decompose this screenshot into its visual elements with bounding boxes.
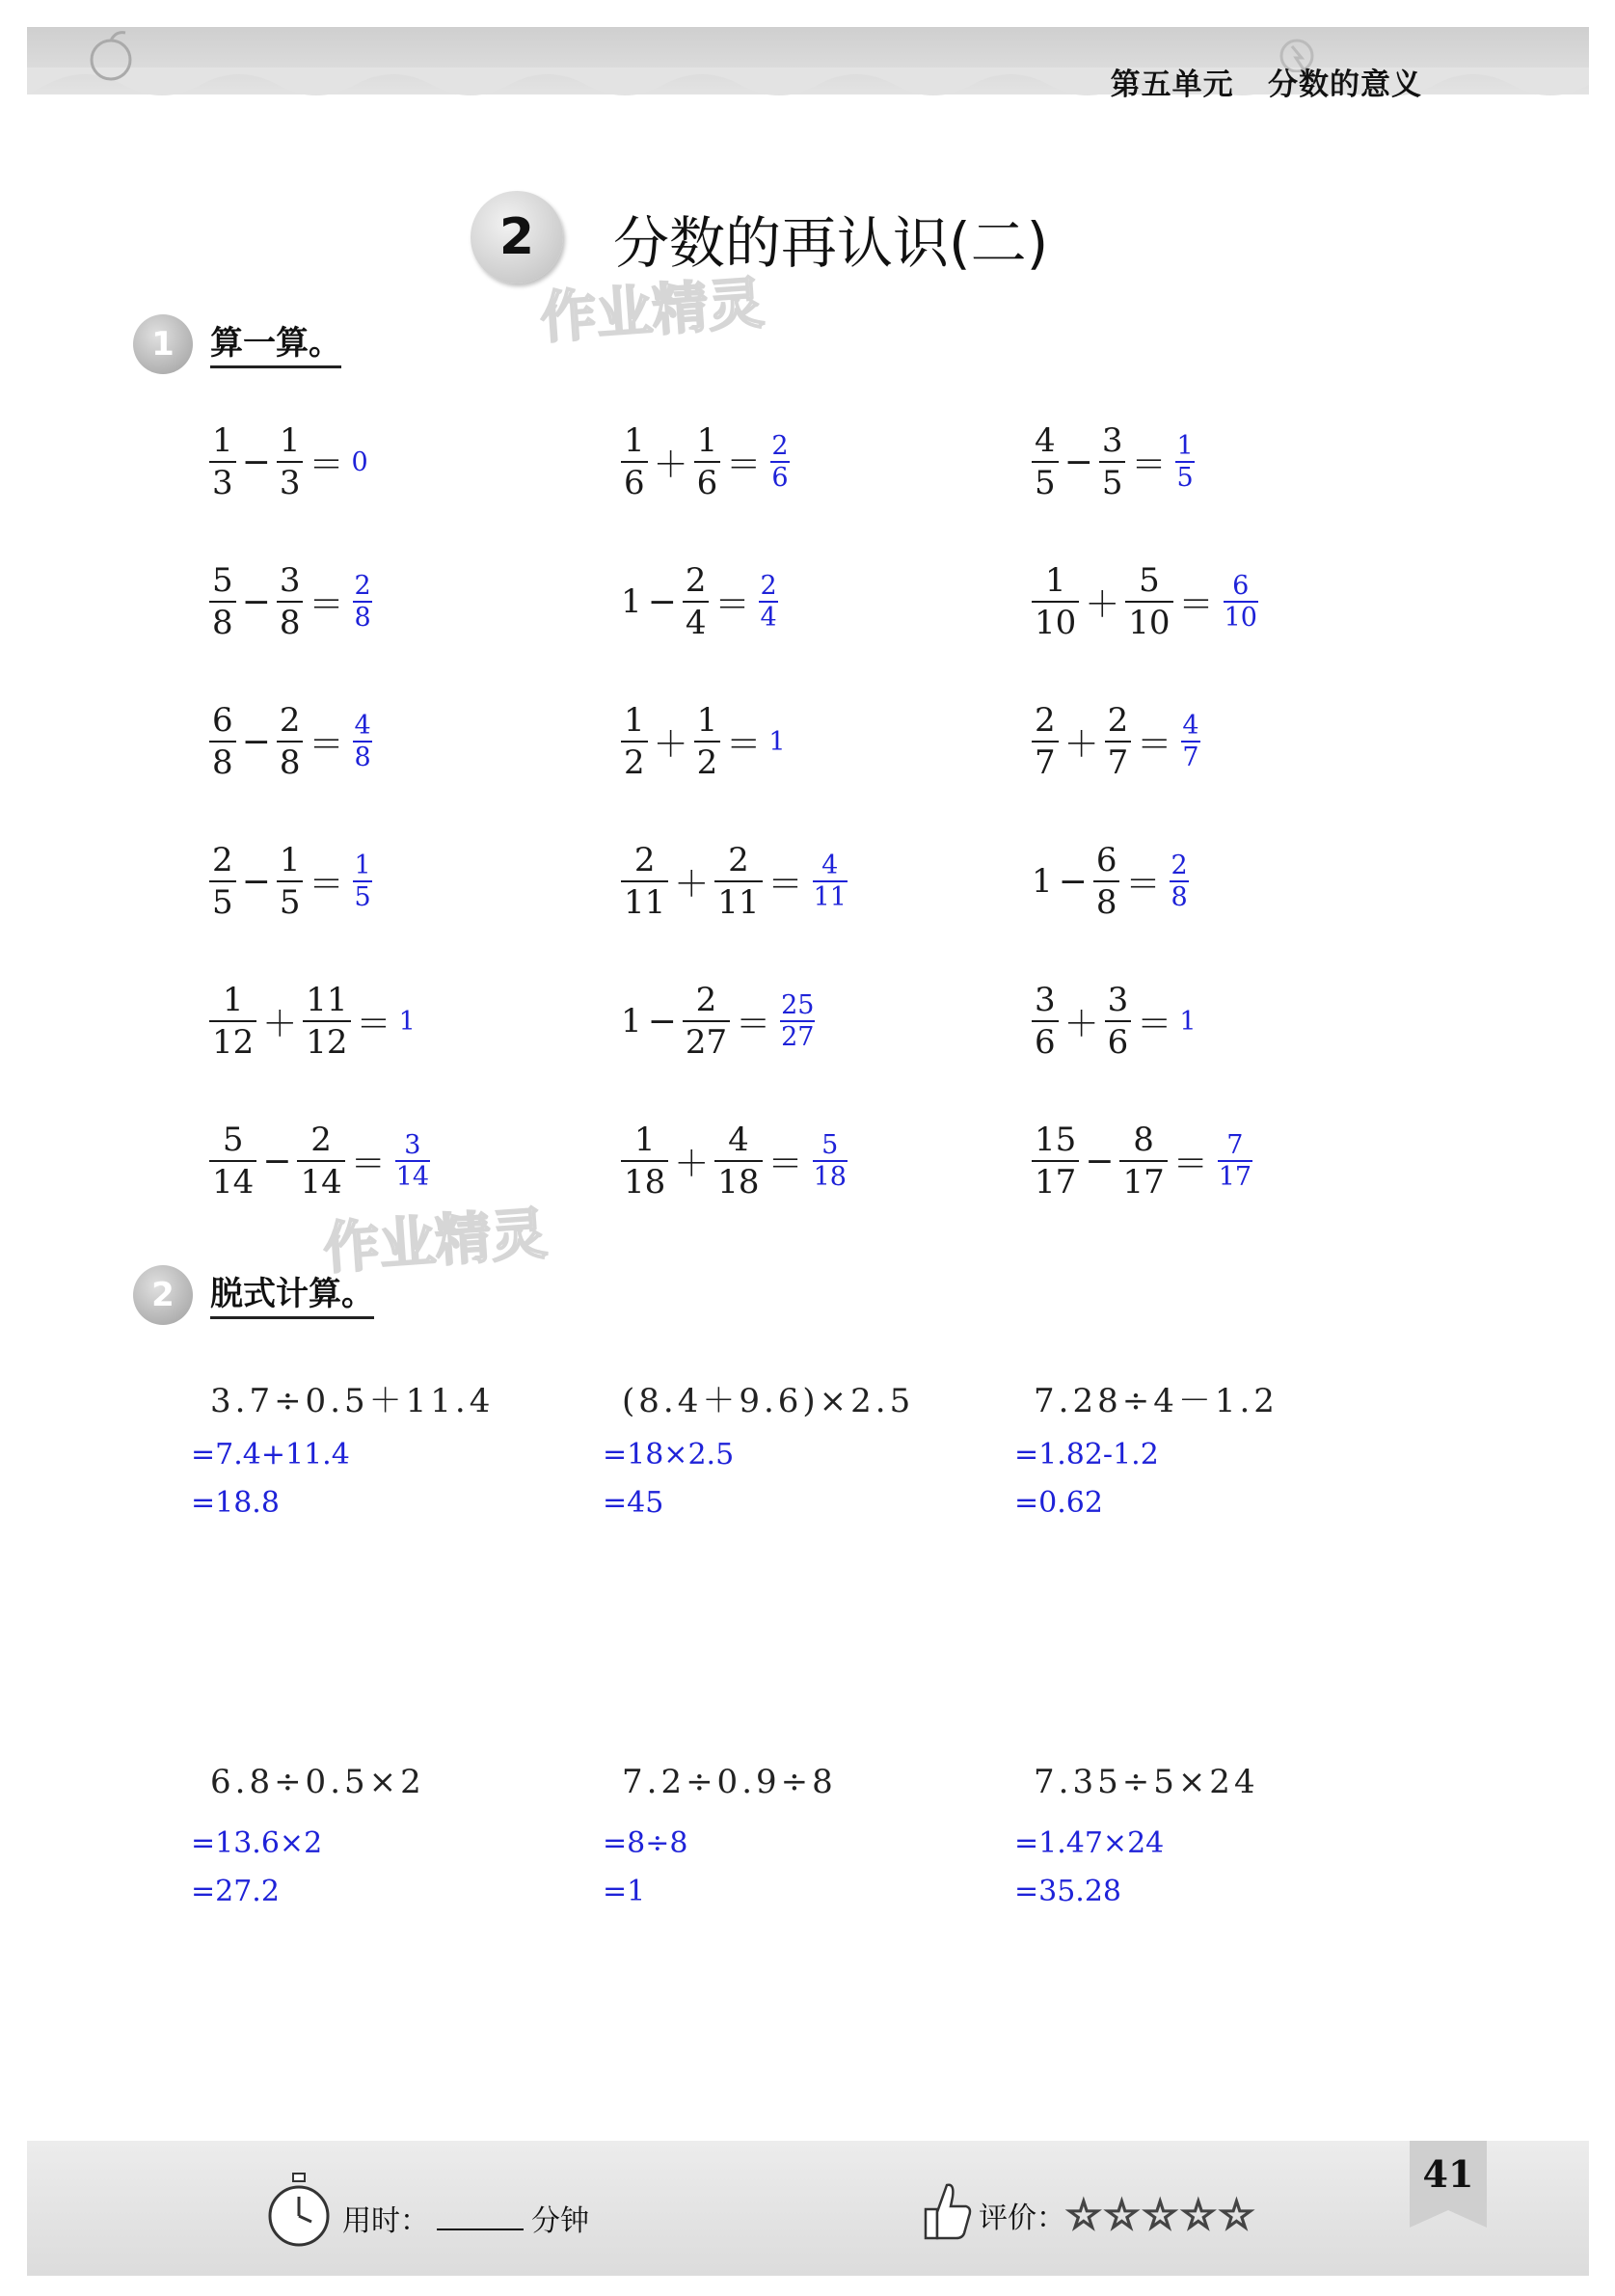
fraction (1032, 1121, 1079, 1202)
fraction (277, 701, 304, 782)
fraction-problem (207, 561, 374, 642)
denominator: 6 (694, 461, 721, 500)
denominator: 18 (813, 1162, 847, 1192)
denominator: 6 (621, 461, 648, 500)
fraction-problem (1030, 561, 1260, 642)
operator: − (241, 861, 271, 902)
denominator: 14 (395, 1162, 430, 1192)
fraction (209, 701, 236, 782)
handwritten-answer (393, 1132, 432, 1190)
fraction (209, 561, 236, 642)
handwritten-answer (768, 727, 785, 757)
numerator: 1 (696, 421, 718, 460)
numerator: 6 (212, 701, 233, 740)
handwritten-answer (1216, 1132, 1254, 1190)
fraction (1119, 1121, 1167, 1202)
denominator: 17 (1119, 1160, 1167, 1199)
calc-step: =1 (603, 1875, 646, 1908)
numerator: 1 (354, 851, 371, 880)
numerator: 25 (781, 990, 815, 1020)
apple-doodle-icon (77, 29, 145, 82)
numerator: 1 (1044, 561, 1066, 600)
fraction (1224, 573, 1258, 631)
fraction (1170, 852, 1188, 910)
handwritten-answer (757, 573, 779, 631)
operator: − (1085, 1141, 1115, 1181)
numerator: 1 (624, 701, 645, 740)
handwritten-answer (351, 713, 373, 770)
section-2-title: 脱式计算。 (210, 1267, 374, 1319)
denominator: 27 (683, 1020, 730, 1059)
operator: ＝ (1137, 1004, 1172, 1044)
numerator: 4 (1182, 711, 1199, 741)
handwritten-answer (1173, 433, 1196, 491)
operator: ＝ (1178, 584, 1214, 625)
rating-star-icon[interactable]: ☆ (1179, 2191, 1217, 2238)
numerator: 1 (222, 981, 244, 1019)
operator: − (241, 581, 271, 622)
denominator: 6 (1032, 1020, 1059, 1059)
calc-step: =7.4+11.4 (191, 1438, 350, 1472)
time-blank-line[interactable] (437, 2219, 524, 2230)
fraction (277, 421, 304, 502)
operator: ＋ (262, 1004, 298, 1044)
numerator: 2 (1171, 851, 1188, 880)
numerator: 4 (821, 851, 839, 880)
fraction (813, 852, 848, 910)
fraction (621, 841, 668, 922)
operator: − (1058, 861, 1088, 902)
denominator: 14 (209, 1160, 256, 1199)
fraction (694, 701, 721, 782)
handwritten-answer (351, 447, 367, 477)
fraction-problem (207, 701, 374, 782)
rating-star-icon[interactable]: ☆ (1065, 2191, 1102, 2238)
operator: ＋ (1063, 1004, 1099, 1044)
numerator: 4 (1035, 421, 1056, 460)
numerator: 2 (1107, 701, 1129, 740)
watermark-middle: 作业精灵 (321, 1200, 550, 1282)
denominator: 8 (1093, 880, 1120, 919)
denominator: 17 (1218, 1162, 1252, 1192)
numerator: 5 (222, 1121, 244, 1159)
handwritten-answer (811, 852, 849, 910)
operator: ＋ (653, 445, 688, 485)
fraction (1032, 981, 1059, 1062)
lesson-title: 分数的再认识(二) (613, 210, 1049, 276)
numerator: 3 (404, 1130, 421, 1160)
operator: ＝ (309, 864, 344, 905)
stopwatch-icon (265, 2172, 333, 2251)
calc-expression: (8.4＋9.6)×2.5 (622, 1382, 915, 1420)
handwritten-answer (1168, 852, 1190, 910)
operator: ＝ (1137, 724, 1172, 765)
numerator: 6 (1095, 841, 1117, 879)
operator: − (262, 1141, 292, 1181)
numerator: 3 (1107, 981, 1129, 1019)
numerator: 3 (1035, 981, 1056, 1019)
numerator: 4 (728, 1121, 749, 1159)
fraction (683, 981, 730, 1062)
operator: ＋ (1085, 584, 1120, 625)
fraction-problem (619, 1121, 849, 1202)
fraction (1032, 701, 1059, 782)
denominator: 7 (1032, 741, 1059, 779)
numerator: 2 (760, 571, 777, 601)
fraction (1032, 561, 1079, 642)
denominator: 5 (209, 880, 236, 919)
denominator: 5 (277, 880, 304, 919)
denominator: 8 (354, 743, 371, 772)
calc-step: =13.6×2 (191, 1826, 323, 1860)
operator: ＝ (350, 1144, 386, 1184)
unit-topic: 分数的意义 (1268, 68, 1422, 102)
operator: ＝ (767, 1144, 803, 1184)
fraction (277, 561, 304, 642)
denominator: 27 (781, 1022, 815, 1052)
numerator: 1 (279, 841, 301, 879)
operator: − (241, 442, 271, 482)
fraction-problem (619, 421, 792, 502)
denominator: 4 (760, 603, 777, 633)
numerator: 8 (1133, 1121, 1154, 1159)
numerator: 1 (633, 1121, 656, 1159)
denominator: 3 (209, 461, 236, 500)
page-number: 41 (1422, 2152, 1474, 2196)
calc-step: =18.8 (191, 1486, 280, 1520)
numerator: 1 (212, 421, 233, 460)
denominator: 5 (354, 882, 371, 912)
denominator: 17 (1032, 1160, 1079, 1199)
numerator: 1 (1176, 431, 1194, 461)
calc-step: =1.82-1.2 (1014, 1438, 1159, 1472)
denominator: 6 (1105, 1020, 1132, 1059)
operator: ＝ (1172, 1144, 1208, 1184)
denominator: 5 (1176, 463, 1194, 493)
fraction-problem (207, 421, 368, 502)
fraction (1105, 981, 1132, 1062)
operator: ＋ (674, 1144, 710, 1184)
denominator: 2 (621, 741, 648, 779)
calc-step: =0.62 (1014, 1486, 1103, 1520)
fraction (1105, 701, 1132, 782)
handwritten-answer (351, 852, 373, 910)
rating-star-icon[interactable]: ☆ (1103, 2191, 1141, 2238)
operator: ＝ (309, 445, 344, 485)
fraction (1125, 561, 1172, 642)
denominator: 14 (297, 1160, 344, 1199)
operator: − (647, 581, 677, 622)
fraction-problem (1030, 981, 1197, 1062)
numerator: 15 (1035, 1121, 1077, 1159)
fraction (353, 852, 371, 910)
fraction (759, 573, 777, 631)
denominator: 5 (1099, 461, 1126, 500)
fraction-problem (1030, 701, 1202, 782)
fraction (353, 573, 371, 631)
fraction-problem (207, 1121, 432, 1202)
numerator: 5 (212, 561, 233, 600)
numerator: 2 (279, 701, 301, 740)
calc-step: =18×2.5 (603, 1438, 735, 1472)
rating-star-icon[interactable]: ☆ (1218, 2191, 1255, 2238)
whole-number: 1 (621, 1002, 642, 1040)
calc-step: =45 (603, 1486, 664, 1520)
numerator: 5 (821, 1130, 839, 1160)
operator: ＝ (736, 1004, 771, 1044)
footer-band (27, 2141, 1589, 2276)
time-field (342, 2197, 589, 2239)
operator: ＋ (1063, 724, 1099, 765)
calc-expression: 7.2÷0.9÷8 (622, 1763, 837, 1801)
operator: − (1063, 442, 1093, 482)
denominator: 3 (277, 461, 304, 500)
handwritten-answer (351, 573, 373, 631)
denominator: 6 (771, 463, 789, 493)
calc-expression: 7.35÷5×24 (1034, 1763, 1259, 1801)
calc-expression: 7.28÷4－1.2 (1034, 1382, 1279, 1420)
denominator: 18 (714, 1160, 762, 1199)
fraction-problem (619, 981, 817, 1062)
answer-number: 0 (351, 446, 368, 477)
operator: ＝ (309, 584, 344, 625)
fraction (1218, 1132, 1252, 1190)
rating-star-icon[interactable]: ☆ (1142, 2191, 1178, 2238)
fraction-problem (207, 841, 374, 922)
fraction (714, 841, 762, 922)
numerator: 2 (212, 841, 233, 879)
numerator: 2 (728, 841, 749, 879)
operator: ＝ (714, 584, 750, 625)
denominator: 7 (1105, 741, 1132, 779)
denominator: 7 (1182, 743, 1199, 772)
handwritten-answer (1179, 713, 1201, 770)
denominator: 8 (209, 601, 236, 639)
handwritten-answer (399, 1007, 416, 1037)
handwritten-answer (1222, 573, 1260, 631)
calc-expression: 3.7÷0.5＋11.4 (210, 1382, 495, 1420)
operator: ＋ (674, 864, 710, 905)
answer-number: 1 (398, 1006, 416, 1037)
denominator: 10 (1032, 601, 1079, 639)
fraction-problem (619, 841, 849, 922)
handwritten-answer (778, 992, 817, 1050)
numerator: 1 (696, 701, 718, 740)
answer-number: 1 (768, 726, 786, 757)
fraction (694, 421, 721, 502)
numerator: 2 (310, 1121, 332, 1159)
calc-expression: 6.8÷0.5×2 (210, 1763, 425, 1801)
operator: ＝ (356, 1004, 391, 1044)
denominator: 10 (1125, 601, 1172, 639)
fraction (277, 841, 304, 922)
calc-step: =1.47×24 (1014, 1826, 1165, 1860)
numerator: 11 (306, 981, 348, 1019)
fraction-problem (619, 561, 780, 642)
calc-step: =27.2 (191, 1875, 280, 1908)
fraction (714, 1121, 762, 1202)
numerator: 2 (633, 841, 656, 879)
fraction-problem (1030, 421, 1197, 502)
denominator: 8 (1171, 882, 1188, 912)
denominator: 8 (277, 741, 304, 779)
numerator: 4 (354, 711, 371, 741)
denominator: 11 (813, 882, 847, 912)
lesson-number-badge: 2 (471, 191, 563, 284)
fraction (297, 1121, 344, 1202)
operator: ＝ (726, 724, 762, 765)
numerator: 2 (354, 571, 371, 601)
fraction-problem (207, 981, 416, 1062)
calc-step: =8÷8 (603, 1826, 688, 1860)
denominator: 10 (1224, 603, 1257, 633)
fraction (303, 981, 350, 1062)
fraction (1175, 433, 1194, 491)
thumbs-up-icon (916, 2175, 974, 2243)
unit-title (1111, 60, 1422, 103)
fraction (780, 992, 815, 1050)
fraction (621, 701, 648, 782)
numerator: 1 (624, 421, 645, 460)
fraction (1093, 841, 1120, 922)
rating-label: 评价： (979, 2201, 1065, 2235)
denominator: 11 (621, 880, 668, 919)
fraction-problem (1030, 1121, 1254, 1202)
fraction (683, 561, 710, 642)
denominator: 8 (277, 601, 304, 639)
fraction (1099, 421, 1126, 502)
fraction (621, 1121, 668, 1202)
handwritten-answer (1179, 1007, 1196, 1037)
whole-number: 1 (621, 582, 642, 621)
numerator: 5 (1139, 561, 1160, 600)
operator: ＝ (1125, 864, 1161, 905)
rating-stars (1065, 2191, 1256, 2238)
numerator: 2 (771, 431, 789, 461)
operator: ＝ (726, 445, 762, 485)
fraction (209, 1121, 256, 1202)
denominator: 12 (303, 1020, 350, 1059)
section-2-number: 2 (133, 1265, 193, 1325)
section-1-title: 算一算。 (210, 316, 341, 368)
unit-label: 第五单元 (1110, 68, 1234, 102)
denominator: 18 (621, 1160, 668, 1199)
numerator: 2 (1035, 701, 1056, 740)
fraction (209, 841, 236, 922)
numerator: 6 (1232, 571, 1250, 601)
numerator: 7 (1226, 1130, 1244, 1160)
operator: ＝ (767, 864, 803, 905)
operator: − (647, 1001, 677, 1041)
handwritten-answer (768, 433, 791, 491)
calc-step: =35.28 (1014, 1875, 1122, 1908)
fraction (353, 713, 371, 770)
operator: ＝ (309, 724, 344, 765)
fraction (395, 1132, 430, 1190)
whole-number: 1 (1032, 862, 1053, 901)
fraction (813, 1132, 848, 1190)
denominator: 2 (694, 741, 721, 779)
denominator: 5 (1032, 461, 1059, 500)
fraction (770, 433, 789, 491)
denominator: 8 (209, 741, 236, 779)
handwritten-answer (811, 1132, 849, 1190)
operator: − (241, 721, 271, 762)
fraction (1032, 421, 1059, 502)
denominator: 12 (209, 1020, 256, 1059)
time-unit: 分钟 (531, 2204, 589, 2238)
watermark-top: 作业精灵 (538, 269, 767, 351)
time-label: 用时： (342, 2204, 429, 2238)
numerator: 2 (685, 561, 707, 600)
numerator: 3 (1101, 421, 1123, 460)
fraction (209, 421, 236, 502)
section-1-number: 1 (133, 314, 193, 374)
fraction (209, 981, 256, 1062)
fraction (621, 421, 648, 502)
fraction-problem (619, 701, 786, 782)
fraction-problem (1030, 841, 1191, 922)
operator: ＋ (653, 724, 688, 765)
numerator: 3 (279, 561, 301, 600)
denominator: 8 (354, 603, 371, 633)
answer-number: 1 (1179, 1006, 1197, 1037)
operator: ＝ (1131, 445, 1167, 485)
denominator: 11 (714, 880, 762, 919)
fraction (1181, 713, 1199, 770)
denominator: 4 (683, 601, 710, 639)
rating-field (979, 2191, 1256, 2238)
numerator: 1 (279, 421, 301, 460)
numerator: 2 (695, 981, 717, 1019)
